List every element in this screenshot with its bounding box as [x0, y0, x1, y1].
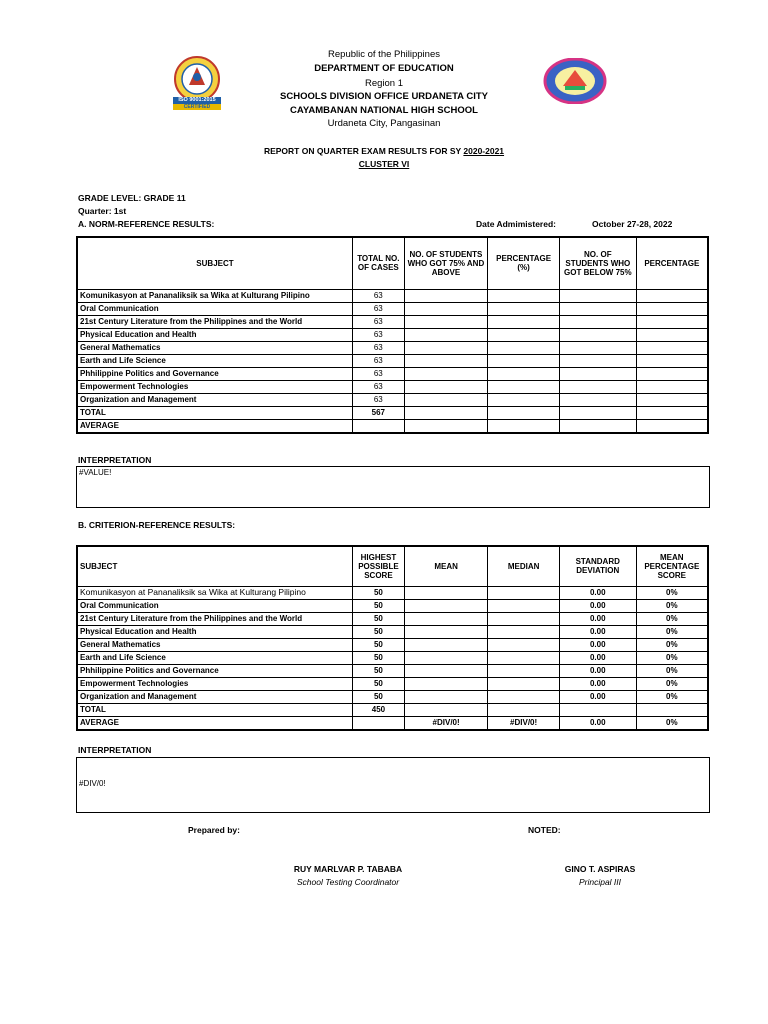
norm-cell	[636, 393, 708, 406]
crit-cell: 0.00	[559, 716, 636, 730]
norm-table-row	[77, 354, 708, 367]
prepared-title: School Testing Coordinator	[296, 877, 400, 887]
norm-cell	[488, 419, 560, 433]
norm-header-above-75: NO. OF STUDENTS WHO GOT 75% AND ABOVE	[404, 237, 488, 289]
norm-cell: 567	[352, 406, 404, 419]
norm-table-row	[77, 315, 708, 328]
norm-cell	[404, 393, 488, 406]
norm-header-subject: SUBJECT	[77, 237, 352, 289]
report-sy: 2020-2021	[463, 146, 505, 156]
norm-cell	[560, 341, 637, 354]
norm-cell	[352, 419, 404, 433]
crit-cell: 50	[352, 586, 404, 599]
crit-cell: 0.00	[559, 664, 636, 677]
norm-cell	[560, 302, 637, 315]
crit-header-median: MEDIAN	[488, 546, 560, 586]
norm-cell	[560, 354, 637, 367]
norm-cell: AVERAGE	[77, 419, 352, 433]
iso-text: ISO 9001:2015	[178, 97, 216, 103]
crit-cell: Organization and Management	[77, 690, 352, 703]
criterion-reference-table	[76, 545, 709, 731]
crit-cell	[404, 677, 487, 690]
norm-cell	[404, 354, 488, 367]
norm-cell	[636, 328, 708, 341]
norm-table-body	[77, 289, 708, 433]
norm-cell	[404, 367, 488, 380]
crit-cell	[488, 599, 560, 612]
crit-cell: 50	[352, 664, 404, 677]
crit-cell: 50	[352, 690, 404, 703]
crit-cell: Oral Communication	[77, 599, 352, 612]
norm-table-row	[77, 328, 708, 341]
crit-cell	[488, 612, 560, 625]
crit-cell: 50	[352, 599, 404, 612]
norm-cell	[488, 328, 560, 341]
crit-cell	[404, 638, 487, 651]
section-b-label: B. CRITERION-REFERENCE RESULTS:	[78, 520, 236, 530]
crit-table-row	[77, 716, 708, 730]
norm-cell	[488, 341, 560, 354]
crit-cell: #DIV/0!	[404, 716, 487, 730]
date-label: Date Admimistered:	[476, 219, 556, 229]
norm-cell	[636, 367, 708, 380]
norm-cell	[404, 289, 488, 302]
prepared-name: RUY MARLVAR P. TABABA	[293, 864, 403, 874]
grade-level: GRADE LEVEL: GRADE 11	[78, 193, 186, 203]
crit-cell: 0%	[636, 651, 708, 664]
norm-table-row	[77, 393, 708, 406]
norm-cell	[404, 302, 488, 315]
crit-cell	[636, 703, 708, 716]
norm-cell	[488, 289, 560, 302]
norm-cell: TOTAL	[77, 406, 352, 419]
norm-cell	[404, 328, 488, 341]
norm-header-percentage: PERCENTAGE (%)	[488, 237, 560, 289]
norm-cell: Phhilippine Politics and Governance	[77, 367, 352, 380]
report-title	[0, 145, 768, 157]
crit-cell: Empowerment Technologies	[77, 677, 352, 690]
crit-cell: 450	[352, 703, 404, 716]
crit-table-row	[77, 638, 708, 651]
interpretation-b-label: INTERPRETATION	[78, 745, 152, 755]
crit-cell: 0%	[636, 638, 708, 651]
norm-cell: Komunikasyon at Pananaliksik sa Wika at Kulturang Pilipino	[77, 289, 352, 302]
norm-cell: 63	[352, 393, 404, 406]
report-title-prefix: REPORT ON QUARTER EXAM RESULTS FOR SY	[263, 146, 464, 156]
norm-cell: 21st Century Literature from the Philippines and the World	[77, 315, 352, 328]
norm-header-total-cases: TOTAL NO. OF CASES	[352, 237, 404, 289]
crit-cell	[404, 612, 487, 625]
crit-cell	[488, 638, 560, 651]
division-text: SCHOOLS DIVISION OFFICE URDANETA CITY	[280, 91, 488, 102]
date-value: October 27-28, 2022	[592, 219, 673, 229]
crit-header-std-dev: STANDARD DEVIATION	[559, 546, 636, 586]
norm-cell	[636, 302, 708, 315]
crit-cell	[488, 651, 560, 664]
interpretation-b-value: #DIV/0!	[79, 779, 106, 788]
crit-cell	[488, 625, 560, 638]
norm-table-row	[77, 289, 708, 302]
crit-cell	[488, 664, 560, 677]
noted-title: Principal III	[578, 877, 622, 887]
norm-table-row	[77, 406, 708, 419]
crit-cell	[488, 586, 560, 599]
crit-table-row	[77, 664, 708, 677]
crit-table-row	[77, 703, 708, 716]
crit-cell: 0%	[636, 625, 708, 638]
norm-table-row	[77, 380, 708, 393]
crit-table-row	[77, 625, 708, 638]
norm-cell: Empowerment Technologies	[77, 380, 352, 393]
crit-cell: General Mathematics	[77, 638, 352, 651]
crit-cell: 50	[352, 677, 404, 690]
crit-cell: Komunikasyon at Pananaliksik sa Wika at Kulturang Pilipino	[77, 586, 352, 599]
crit-cell: 0.00	[559, 612, 636, 625]
norm-header-below-75: NO. OF STUDENTS WHO GOT BELOW 75%	[560, 237, 637, 289]
crit-cell: 50	[352, 612, 404, 625]
norm-cell	[636, 354, 708, 367]
norm-cell: 63	[352, 367, 404, 380]
norm-cell	[404, 341, 488, 354]
crit-table-row	[77, 690, 708, 703]
noted-label: NOTED:	[528, 825, 561, 835]
crit-cell	[488, 690, 560, 703]
crit-cell	[404, 625, 487, 638]
norm-cell: 63	[352, 341, 404, 354]
norm-cell	[488, 302, 560, 315]
norm-cell	[488, 406, 560, 419]
crit-cell: 0.00	[559, 625, 636, 638]
crit-cell	[488, 703, 560, 716]
crit-cell: 0%	[636, 664, 708, 677]
section-a-label: A. NORM-REFERENCE RESULTS:	[78, 219, 215, 229]
norm-cell	[636, 315, 708, 328]
norm-cell: 63	[352, 289, 404, 302]
norm-cell: 63	[352, 354, 404, 367]
norm-cell: Organization and Management	[77, 393, 352, 406]
crit-header-mean: MEAN	[404, 546, 487, 586]
norm-table-row	[77, 302, 708, 315]
crit-cell: 0.00	[559, 599, 636, 612]
norm-cell	[560, 328, 637, 341]
school-name: CAYAMBANAN NATIONAL HIGH SCHOOL	[290, 105, 478, 116]
crit-cell: 50	[352, 638, 404, 651]
crit-cell: 50	[352, 651, 404, 664]
crit-cell	[404, 599, 487, 612]
norm-cell	[636, 289, 708, 302]
cluster-text: CLUSTER VI	[358, 159, 410, 169]
norm-cell	[636, 341, 708, 354]
crit-table-row	[77, 651, 708, 664]
norm-cell	[560, 406, 637, 419]
iso-certified-text: CERTIFIED	[183, 104, 211, 110]
norm-cell	[560, 419, 637, 433]
norm-cell: Oral Communication	[77, 302, 352, 315]
norm-cell	[488, 315, 560, 328]
crit-table-row	[77, 612, 708, 625]
interpretation-b-box	[76, 757, 710, 813]
crit-cell	[404, 703, 487, 716]
crit-cell	[404, 651, 487, 664]
crit-cell: 0%	[636, 716, 708, 730]
norm-cell	[560, 380, 637, 393]
crit-cell	[488, 677, 560, 690]
crit-cell: Earth and Life Science	[77, 651, 352, 664]
norm-cell: Physical Education and Health	[77, 328, 352, 341]
norm-cell	[560, 315, 637, 328]
norm-cell	[560, 367, 637, 380]
norm-reference-table	[76, 236, 709, 434]
crit-header-subject: SUBJECT	[77, 546, 352, 586]
norm-cell	[404, 419, 488, 433]
norm-cell	[488, 354, 560, 367]
crit-table-row	[77, 586, 708, 599]
prepared-by-label: Prepared by:	[188, 825, 240, 835]
quarter: Quarter: 1st	[78, 206, 127, 216]
crit-cell: 0%	[636, 612, 708, 625]
crit-cell: Phhilippine Politics and Governance	[77, 664, 352, 677]
crit-table-body	[77, 586, 708, 730]
norm-cell	[404, 406, 488, 419]
norm-cell: 63	[352, 302, 404, 315]
norm-cell: 63	[352, 380, 404, 393]
crit-cell: 0%	[636, 690, 708, 703]
norm-cell	[488, 367, 560, 380]
norm-cell	[404, 315, 488, 328]
norm-cell: General Mathematics	[77, 341, 352, 354]
noted-name: GINO T. ASPIRAS	[564, 864, 636, 874]
crit-cell: 0.00	[559, 586, 636, 599]
norm-cell	[404, 380, 488, 393]
norm-cell	[488, 380, 560, 393]
interpretation-a-label: INTERPRETATION	[78, 455, 152, 465]
crit-cell	[404, 586, 487, 599]
crit-cell: 0%	[636, 677, 708, 690]
crit-table-row	[77, 677, 708, 690]
norm-table-row	[77, 419, 708, 433]
norm-table-row	[77, 341, 708, 354]
address-text: Urdaneta City, Pangasinan	[327, 118, 441, 129]
crit-cell	[404, 664, 487, 677]
crit-cell: 50	[352, 625, 404, 638]
norm-table-row	[77, 367, 708, 380]
norm-header-percentage-2: PERCENTAGE	[636, 237, 708, 289]
crit-cell	[352, 716, 404, 730]
norm-cell: Earth and Life Science	[77, 354, 352, 367]
norm-cell	[560, 289, 637, 302]
crit-cell: 0%	[636, 586, 708, 599]
norm-cell	[636, 380, 708, 393]
norm-cell	[488, 393, 560, 406]
department-text: DEPARTMENT OF EDUCATION	[314, 63, 454, 74]
crit-cell	[559, 703, 636, 716]
norm-cell	[636, 419, 708, 433]
norm-cell	[560, 393, 637, 406]
norm-cell: 63	[352, 328, 404, 341]
crit-cell: #DIV/0!	[488, 716, 560, 730]
norm-cell: 63	[352, 315, 404, 328]
crit-header-highest-score: HIGHEST POSSIBLE SCORE	[352, 546, 404, 586]
crit-cell: AVERAGE	[77, 716, 352, 730]
crit-cell	[404, 690, 487, 703]
republic-text: Republic of the Philippines	[328, 49, 440, 60]
norm-cell	[636, 406, 708, 419]
crit-cell: 0.00	[559, 651, 636, 664]
crit-cell: TOTAL	[77, 703, 352, 716]
crit-cell: 0.00	[559, 690, 636, 703]
interpretation-a-box	[76, 466, 710, 508]
interpretation-a-value: #VALUE!	[79, 468, 112, 477]
crit-cell: 21st Century Literature from the Philippines and the World	[77, 612, 352, 625]
crit-cell: Physical Education and Health	[77, 625, 352, 638]
crit-cell: 0%	[636, 599, 708, 612]
crit-header-mps: MEAN PERCENTAGE SCORE	[636, 546, 708, 586]
crit-cell: 0.00	[559, 677, 636, 690]
region-text: Region 1	[364, 78, 404, 89]
crit-table-row	[77, 599, 708, 612]
crit-cell: 0.00	[559, 638, 636, 651]
